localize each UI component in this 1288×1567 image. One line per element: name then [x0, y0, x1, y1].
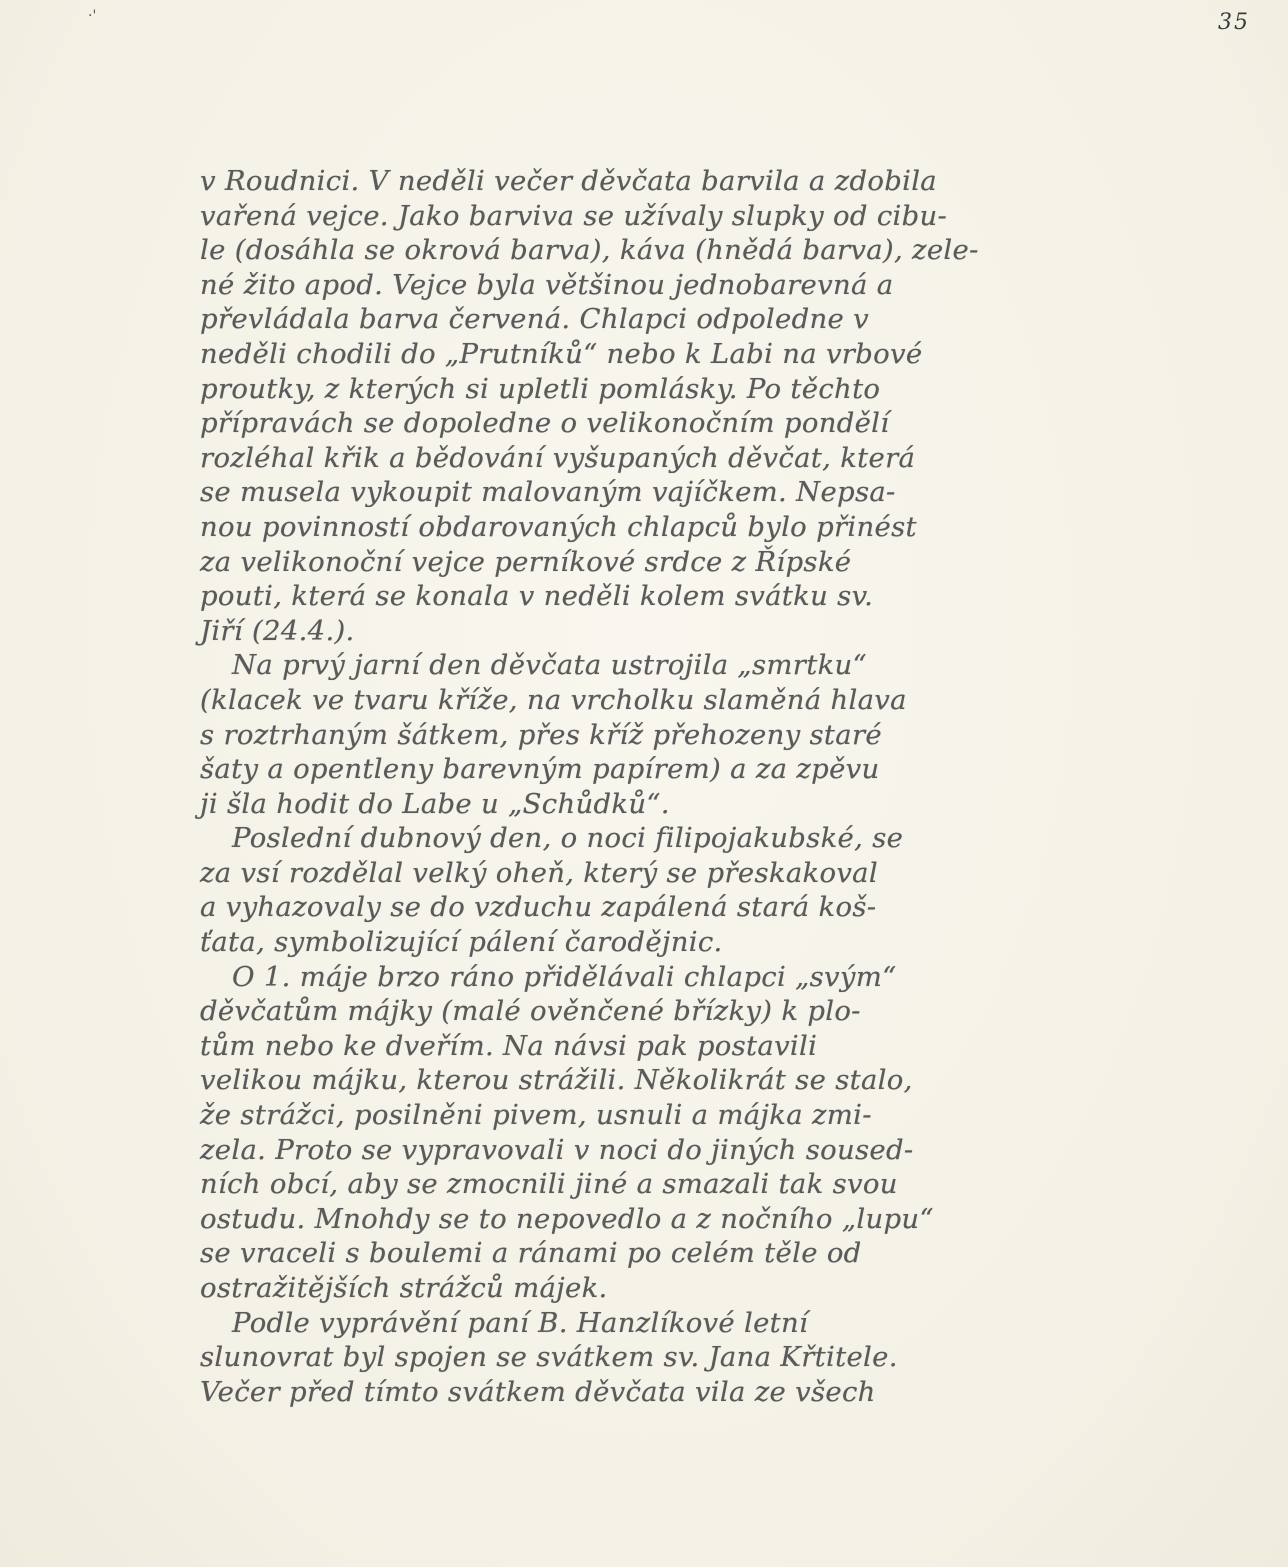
text-line: ji šla hodit do Labe u „Schůdků“. — [200, 787, 670, 820]
corner-mark: ·' — [88, 8, 97, 24]
text-line: přípravách se dopoledne o velikonočním pondělí — [200, 407, 890, 440]
text-line: za vsí rozdělal velký oheň, který se přeskakoval — [200, 856, 878, 889]
text-line: O 1. máje brzo ráno přidělávali chlapci „svým“ — [232, 960, 897, 993]
text-line: ostudu. Mnohdy se to nepovedlo a z nočního „lupu“ — [200, 1202, 934, 1235]
text-line: ťata, symbolizující pálení čarodějnic. — [200, 926, 723, 959]
text-line: se musela vykoupit malovaným vajíčkem. Nepsa- — [200, 476, 896, 509]
text-line: zela. Proto se vypravovali v noci do jiných soused- — [200, 1133, 914, 1166]
text-line: Podle vyprávění paní B. Hanzlíkové letní — [232, 1306, 809, 1339]
text-line: Na prvý jarní den děvčata ustrojila „smrtku“ — [232, 649, 867, 682]
text-line: nou povinností obdarovaných chlapců bylo přinést — [200, 510, 917, 543]
text-line: za velikonoční vejce perníkové srdce z Řípské — [200, 545, 852, 578]
text-line: (klacek ve tvaru kříže, na vrcholku slaměná hlava — [200, 683, 907, 716]
text-line: se vraceli s boulemi a ránami po celém těle od — [200, 1237, 862, 1270]
text-line: v Roudnici. V neděli večer děvčata barvila a zdobila — [200, 165, 937, 197]
text-line: slunovrat byl spojen se svátkem sv. Jana Křtitele. — [200, 1341, 898, 1374]
text-line: šaty a opentleny barevným papírem) a za zpěvu — [200, 753, 880, 786]
text-line: proutky, z kterých si upletli pomlásky. Po těchto — [200, 372, 881, 405]
text-line: neděli chodili do „Prutníků“ nebo k Labi na vrbové — [200, 337, 923, 370]
page-number: 35 — [1218, 10, 1250, 35]
text-line: převládala barva červená. Chlapci odpoledne v — [200, 303, 869, 336]
text-line: děvčatům májky (malé ověnčené břízky) k plo- — [200, 995, 861, 1028]
text-line: rozléhal křik a bědování vyšupaných děvčat, která — [200, 441, 916, 474]
text-line: vařená vejce. Jako barviva se užívaly slupky od cibu- — [200, 199, 948, 232]
text-line: le (dosáhla se okrová barva), káva (hnědá barva), zele- — [200, 234, 979, 267]
handwritten-text-block — [200, 164, 1160, 1409]
text-line: Jiří (24.4.). — [200, 614, 355, 647]
text-line: né žito apod. Vejce byla většinou jednobarevná a — [200, 268, 894, 301]
text-line: pouti, která se konala v neděli kolem svátku sv. — [200, 580, 874, 613]
text-line: tům nebo ke dveřím. Na návsi pak postavili — [200, 1029, 818, 1062]
text-line: velikou májku, kterou strážili. Několikrát se stalo, — [200, 1064, 913, 1097]
text-line: ostražitějších strážců májek. — [200, 1272, 608, 1304]
text-line: a vyhazovaly se do vzduchu zapálená stará koš- — [200, 891, 877, 924]
text-line: že strážci, posilněni pivem, usnuli a májka zmi- — [200, 1099, 872, 1132]
text-line: Večer před tímto svátkem děvčata vila ze všech — [200, 1375, 876, 1408]
text-line: Poslední dubnový den, o noci filipojakubské, se — [232, 822, 904, 855]
text-line: s roztrhaným šátkem, přes kříž přehozeny staré — [200, 718, 883, 751]
text-line: ních obcí, aby se zmocnili jiné a smazali tak svou — [200, 1168, 898, 1201]
